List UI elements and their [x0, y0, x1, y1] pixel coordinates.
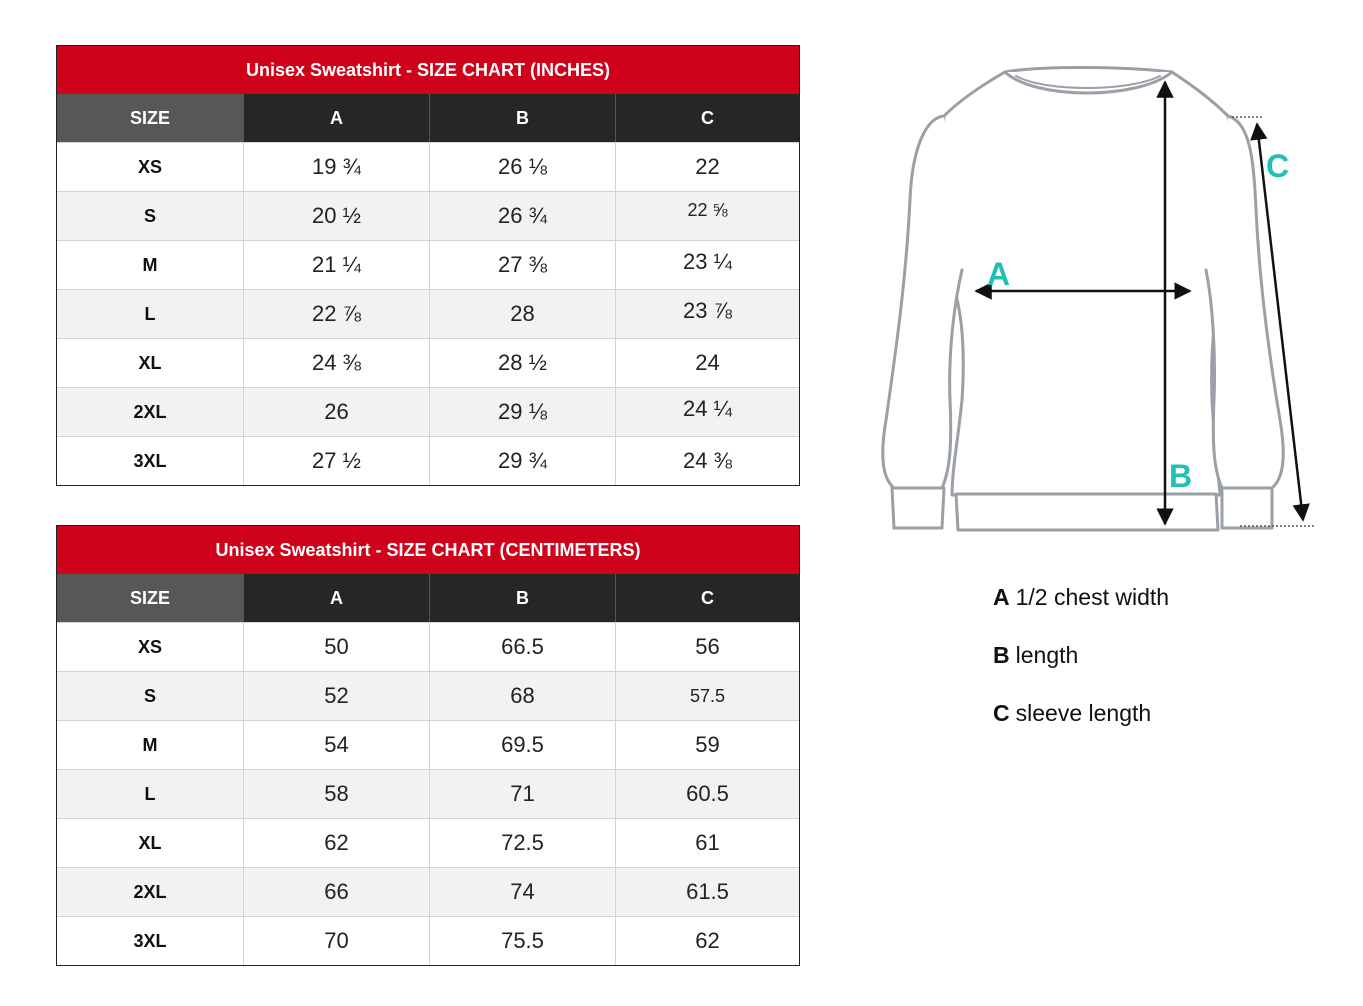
value-cell: 72.5: [429, 819, 615, 867]
value-cell: 19 ¾: [243, 143, 429, 191]
value-cell: 62: [615, 917, 799, 965]
label-a: A: [987, 256, 1011, 292]
table-row: [57, 289, 799, 338]
value-cell: 21 ¼: [243, 241, 429, 289]
value-cell: 66.5: [429, 623, 615, 671]
size-cell: XS: [137, 156, 162, 177]
table-row: [57, 867, 799, 916]
table-row: [57, 142, 799, 191]
value-cell: 26 ¾: [429, 192, 615, 240]
header-size: SIZE: [57, 94, 243, 142]
table-row: [57, 338, 799, 387]
value-cell: 71: [429, 770, 615, 818]
value-cell: 23 ¼: [615, 241, 799, 289]
value-cell: 59: [615, 721, 799, 769]
value-cell: 58: [243, 770, 429, 818]
table-row: [57, 671, 799, 720]
value-cell: 24 ⅜: [615, 437, 799, 485]
legend-key: B: [993, 642, 1010, 668]
table-row: [57, 240, 799, 289]
value-cell: 22: [615, 143, 799, 191]
header-a: A: [243, 94, 429, 142]
value-cell: 62: [243, 819, 429, 867]
value-cell: 68: [429, 672, 615, 720]
value-cell: 61: [615, 819, 799, 867]
size-cell: XL: [138, 352, 162, 373]
table-row: [57, 720, 799, 769]
header-b: B: [429, 574, 615, 622]
size-cell: M: [142, 254, 158, 275]
value-cell: 69.5: [429, 721, 615, 769]
value-cell: 70: [243, 917, 429, 965]
table-title: Unisex Sweatshirt - SIZE CHART (INCHES): [57, 46, 799, 94]
value-cell: 74: [429, 868, 615, 916]
size-cell: S: [143, 205, 156, 226]
size-cell: S: [143, 685, 156, 706]
legend-key: C: [993, 700, 1010, 726]
value-cell: 26: [243, 388, 429, 436]
value-cell: 50: [243, 623, 429, 671]
table-row: [57, 191, 799, 240]
header-size: SIZE: [57, 574, 243, 622]
sweatshirt-outline: [883, 68, 1284, 531]
table-row: [57, 387, 799, 436]
header-b: B: [429, 94, 615, 142]
value-cell: 29 ⅛: [429, 388, 615, 436]
value-cell: 60.5: [615, 770, 799, 818]
value-cell: 28: [429, 290, 615, 338]
value-cell: 29 ¾: [429, 437, 615, 485]
size-cell: 2XL: [133, 881, 167, 902]
value-cell: 22 ⅝: [615, 192, 799, 240]
legend-item-b: [993, 640, 1333, 698]
value-cell: 20 ½: [243, 192, 429, 240]
table-row: [57, 436, 799, 485]
value-cell: 24 ⅜: [243, 339, 429, 387]
legend-text: sleeve length: [1015, 700, 1152, 726]
value-cell: 27 ½: [243, 437, 429, 485]
label-c: C: [1266, 148, 1290, 184]
value-cell: 26 ⅛: [429, 143, 615, 191]
value-cell: 54: [243, 721, 429, 769]
table-row: [57, 769, 799, 818]
value-cell: 57.5: [615, 672, 799, 720]
value-cell: 23 ⅞: [615, 290, 799, 338]
size-chart-inches-table: [56, 45, 800, 486]
size-cell: 3XL: [133, 930, 167, 951]
value-cell: 61.5: [615, 868, 799, 916]
table-header-row: [57, 94, 799, 142]
sweatshirt-measurement-diagram: [870, 60, 1330, 550]
legend-key: A: [993, 584, 1010, 610]
table-header-row: [57, 574, 799, 622]
size-cell: L: [144, 303, 156, 324]
size-cell: 2XL: [133, 401, 167, 422]
table-row: [57, 916, 799, 965]
value-cell: 28 ½: [429, 339, 615, 387]
value-cell: 56: [615, 623, 799, 671]
value-cell: 75.5: [429, 917, 615, 965]
size-cell: XS: [137, 636, 162, 657]
value-cell: 52: [243, 672, 429, 720]
value-cell: 24 ¼: [615, 388, 799, 436]
legend-text: 1/2 chest width: [1015, 584, 1170, 610]
value-cell: 24: [615, 339, 799, 387]
value-cell: 66: [243, 868, 429, 916]
legend-item-c: [993, 698, 1333, 756]
size-cell: 3XL: [133, 450, 167, 471]
size-cell: M: [142, 734, 158, 755]
table-row: [57, 622, 799, 671]
legend-text: length: [1015, 642, 1079, 668]
table-row: [57, 818, 799, 867]
label-b: B: [1169, 458, 1193, 494]
size-cell: XL: [138, 832, 162, 853]
header-c: C: [615, 94, 799, 142]
size-chart-centimeters-table: [56, 525, 800, 966]
size-cell: L: [144, 783, 156, 804]
table-title: Unisex Sweatshirt - SIZE CHART (CENTIMETERS): [57, 526, 799, 574]
header-c: C: [615, 574, 799, 622]
value-cell: 27 ⅜: [429, 241, 615, 289]
value-cell: 22 ⅞: [243, 290, 429, 338]
legend-item-a: [993, 582, 1333, 640]
header-a: A: [243, 574, 429, 622]
measurement-legend: [993, 582, 1333, 756]
